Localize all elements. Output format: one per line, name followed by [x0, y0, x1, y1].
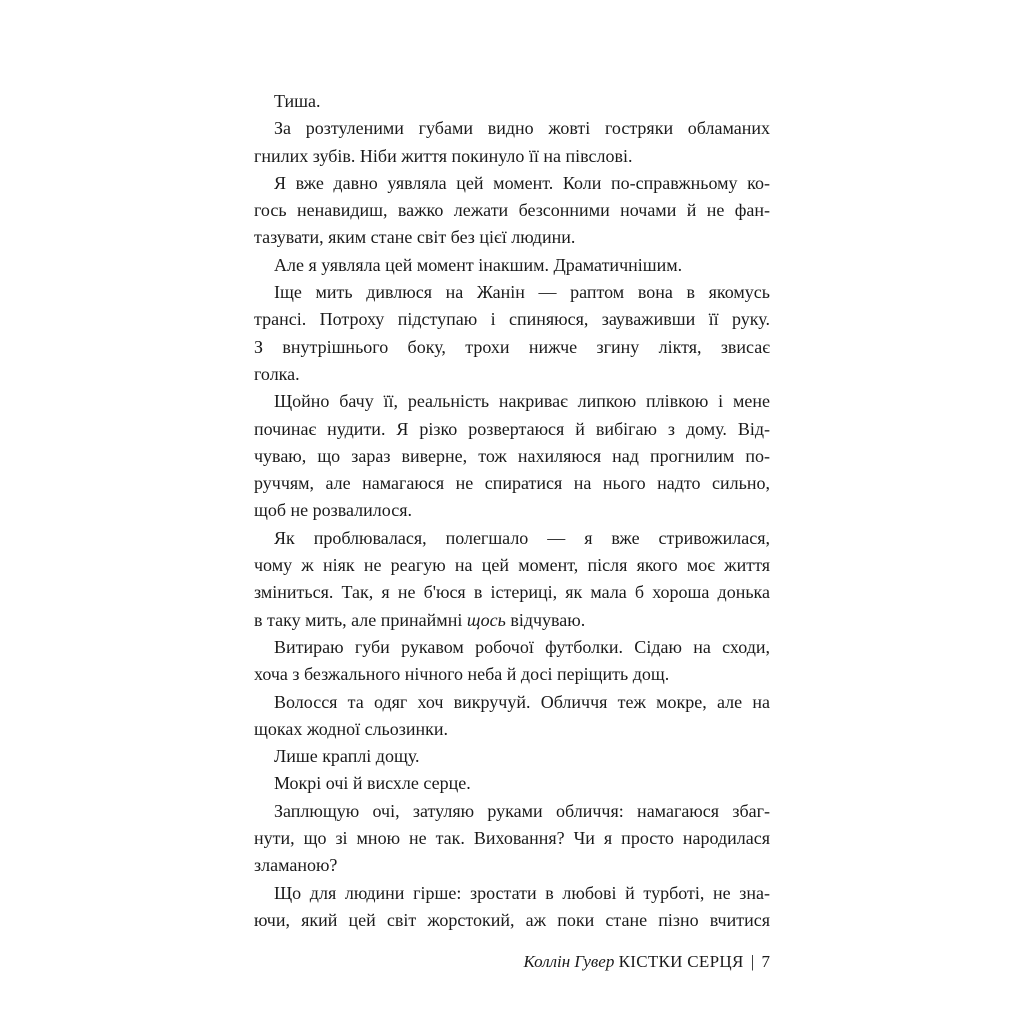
text-line: хоча з безжального нічного неба й досі періщить дощ. [254, 664, 670, 685]
text-line-with-emphasis [254, 607, 770, 634]
text-line: голка. [254, 363, 300, 384]
text-line: Витираю губи рукавом робочої футболки. Сідаю на сходи, [274, 636, 770, 657]
text-line: нути, що зі мною не так. Виховання? Чи я просто народилася [254, 828, 770, 849]
text-line: ючи, який цей світ жорстокий, аж поки стане пізно вчитися [254, 909, 770, 930]
text-line: Заплющую очі, затуляю руками обличчя: намагаюся збаг- [274, 800, 770, 821]
text-line: зламаною? [254, 855, 338, 876]
text-line: За розтуленими губами видно жовті гостряки обламаних [274, 118, 770, 139]
text-line: трансі. Потроху підступаю і спиняюся, зауваживши її руку. [254, 309, 770, 330]
text-line: Лише краплі дощу. [274, 746, 420, 767]
footer-book-title: КІСТКИ СЕРЦЯ [618, 952, 744, 971]
text-line: Що для людини гірше: зростати в любові й турботі, не зна- [274, 882, 770, 903]
text-line: Щойно бачу її, реальність накриває липкою плівкою і мене [274, 391, 770, 412]
footer-author: Коллін Гувер [523, 952, 615, 971]
text-line: З внутрішнього боку, трохи нижче згину ліктя, звисає [254, 336, 770, 357]
text-line: Тиша. [274, 91, 321, 111]
footer-separator: | [750, 952, 755, 971]
emphasis-line-before: в таку мить, але принаймні [254, 609, 467, 630]
text-line: щоб не розвалилося. [254, 500, 412, 521]
text-line: починає нудити. Я різко розвертаюся й вибігаю з дому. Від- [254, 418, 770, 439]
text-line: тазувати, яким стане світ без цієї людини. [254, 227, 576, 248]
page-body-text [254, 88, 770, 934]
text-line: Мокрі очі й висхле серце. [274, 773, 471, 794]
emphasis-word: щось [466, 609, 506, 630]
text-line: гось ненавидиш, важко лежати безсонними ночами й не фан- [254, 200, 770, 221]
text-line: гнилих зубів. Ніби життя покинуло її на півслові. [254, 145, 633, 166]
text-line: зміниться. Так, я не б'юся в істериці, як мала б хороша донька [254, 582, 770, 603]
text-line: Я вже давно уявляла цей момент. Коли по-справжньому ко- [274, 172, 770, 193]
text-line: Як проблювалася, полегшало — я вже стривожилася, [274, 527, 770, 548]
running-footer [254, 951, 770, 973]
page-number: 7 [761, 952, 770, 971]
text-line: Іще мить дивлюся на Жанін — раптом вона в якомусь [274, 282, 770, 303]
text-line: Але я уявляла цей момент інакшим. Драматичнішим. [274, 254, 683, 275]
text-line: чуваю, що зараз виверне, тож нахиляюся над прогнилим по- [254, 445, 770, 466]
text-line: щоках жодної сльозинки. [254, 718, 449, 739]
text-line: чому ж ніяк не реагую на цей момент, після якого моє життя [254, 555, 770, 576]
text-line: руччям, але намагаюся не спиратися на нього надто сильно, [254, 473, 770, 494]
text-line: Волосся та одяг хоч викручуй. Обличчя теж мокре, але на [274, 691, 770, 712]
emphasis-line-after: відчуваю. [505, 609, 586, 630]
